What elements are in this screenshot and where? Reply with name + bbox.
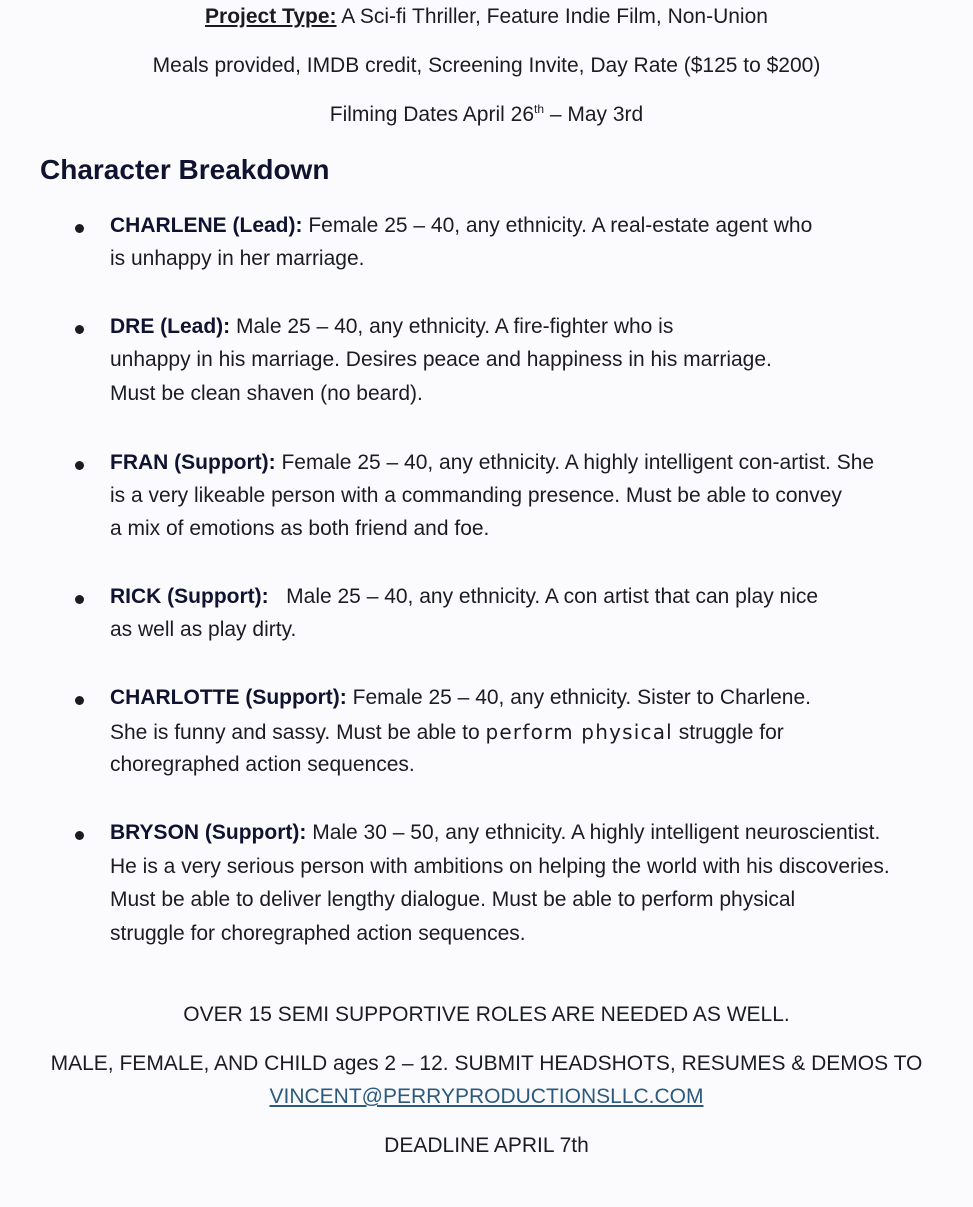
filming-dates-prefix: Filming Dates April 26: [329, 103, 534, 126]
bullet-icon: [75, 831, 84, 840]
bullet-icon: [75, 224, 84, 233]
email-link[interactable]: VINCENT@PERRYPRODUCTIONSLLC.COM: [269, 1085, 704, 1108]
role-line: unhappy in his marriage. Desires peace and happiness in his marriage.: [110, 348, 772, 371]
role-name: DRE (Lead):: [110, 315, 231, 338]
role-text: Male 25 – 40, any ethnicity. A fire-fighter who is: [230, 315, 674, 338]
deadline-line: DEADLINE APRIL 7th: [384, 1134, 589, 1157]
role-line: [110, 584, 818, 610]
role-line: [110, 719, 784, 746]
bullet-icon: [75, 325, 84, 334]
role-line: [110, 685, 811, 711]
role-name: FRAN (Support):: [110, 451, 276, 474]
role-line: choregraphed action sequences.: [110, 753, 415, 776]
project-type-value: A Sci-fi Thriller, Feature Indie Film, Non-Union: [336, 5, 768, 28]
role-text: Male 30 – 50, any ethnicity. A highly intelligent neuroscientist.: [306, 821, 881, 844]
bullet-icon: [75, 696, 84, 705]
role-line: [110, 314, 673, 340]
perks-line: Meals provided, IMDB credit, Screening Invite, Day Rate ($125 to $200): [152, 54, 821, 77]
project-type-label: Project Type:: [205, 5, 337, 28]
email-line: [0, 1084, 973, 1110]
role-text: Male 25 – 40, any ethnicity. A con artist that can play nice: [268, 585, 819, 608]
bullet-icon: [75, 595, 84, 604]
role-line: [110, 820, 880, 846]
role-line: Must be clean shaven (no beard).: [110, 382, 423, 405]
role-line: struggle for choregraphed action sequences.: [110, 922, 526, 945]
role-line: [110, 213, 812, 239]
submit-line: MALE, FEMALE, AND CHILD ages 2 – 12. SUBMIT HEADSHOTS, RESUMES & DEMOS TO: [50, 1052, 923, 1075]
role-name: CHARLENE (Lead):: [110, 214, 303, 237]
role-line: [110, 450, 874, 476]
role-line: is unhappy in her marriage.: [110, 247, 365, 270]
role-text: She is funny and sassy. Must be able to: [110, 721, 486, 744]
bullet-icon: [75, 461, 84, 470]
role-name: BRYSON (Support):: [110, 821, 307, 844]
role-text: Female 25 – 40, any ethnicity. A real-estate agent who: [302, 214, 813, 237]
filming-dates-sup: th: [534, 102, 545, 116]
semi-roles-line: OVER 15 SEMI SUPPORTIVE ROLES ARE NEEDED AS WELL.: [183, 1003, 790, 1026]
role-line: a mix of emotions as both friend and foe.: [110, 517, 490, 540]
role-text: struggle for: [672, 721, 784, 744]
project-type-line: [0, 4, 973, 30]
filming-dates-line: [0, 102, 973, 128]
role-name: RICK (Support):: [110, 585, 269, 608]
role-text: Female 25 – 40, any ethnicity. Sister to Charlene.: [346, 686, 811, 709]
role-line: is a very likeable person with a commanding presence. Must be able to convey: [110, 484, 842, 507]
filming-dates-suffix: – May 3rd: [544, 103, 644, 126]
role-text-styled: perform physical: [485, 720, 673, 744]
role-line: Must be able to deliver lengthy dialogue. Must be able to perform physical: [110, 888, 796, 911]
role-line: as well as play dirty.: [110, 618, 297, 641]
role-text: Female 25 – 40, any ethnicity. A highly intelligent con-artist. She: [275, 451, 875, 474]
role-line: He is a very serious person with ambitions on helping the world with his discoveries.: [110, 855, 890, 878]
role-name: CHARLOTTE (Support):: [110, 686, 347, 709]
section-heading: Character Breakdown: [40, 154, 330, 185]
